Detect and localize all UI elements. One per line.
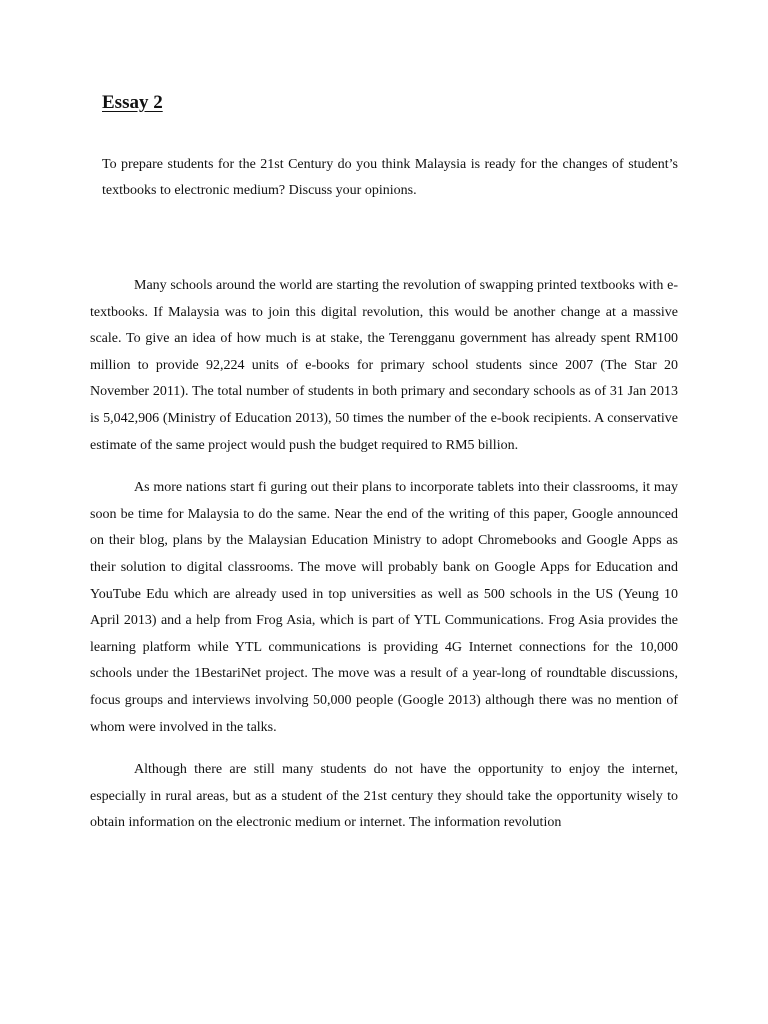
paragraph-3: Although there are still many students do not have the opportunity to enjoy the internet, especially in rural areas, but as a student of the 21st century they should take the opportunity wisely to obtain information on the electronic medium or internet. The information revolution xyxy=(90,762,678,831)
essay-prompt: To prepare students for the 21st Century do you think Malaysia is ready for the changes of student’s textbooks to electronic medium? Discuss your opinions. xyxy=(102,157,678,198)
paragraph-1: Many schools around the world are starting the revolution of swapping printed textbooks with e-textbooks. If Malaysia was to join this digital revolution, this would be another change at a massive scale. To give an idea of how much is at stake, the Terengganu government has already spent RM100 million to provide 92,224 units of e-books for primary school students since 2007 (The Star 20 November 2011). The total number of students in both primary and secondary schools as of 31 Jan 2013 is 5,042,906 (Ministry of Education 2013), 50 times the number of the e-book recipients. A conservative estimate of the same project would push the budget required to RM5 billion. xyxy=(90,278,678,453)
paragraph-2: As more nations start fi guring out their plans to incorporate tablets into their classrooms, it may soon be time for Malaysia to do the same. Near the end of the writing of this paper, Google announced on their blog, plans by the Malaysian Education Ministry to adopt Chromebooks and Google Apps as their solution to digital classrooms. The move will probably bank on Google Apps for Education and YouTube Edu which are already used in top universities as well as 500 schools in the US (Yeung 10 April 2013) and a help from Frog Asia, which is part of YTL Communications. Frog Asia provides the learning platform while YTL communications is providing 4G Internet connections for the 10,000 schools under the 1BestariNet project. The move was a result of a year-long of roundtable discussions, focus groups and interviews involving 50,000 people (Google 2013) although there was no mention of whom were involved in the talks. xyxy=(90,480,678,735)
essay-title: Essay 2 xyxy=(102,92,163,113)
essay-body xyxy=(90,273,678,853)
